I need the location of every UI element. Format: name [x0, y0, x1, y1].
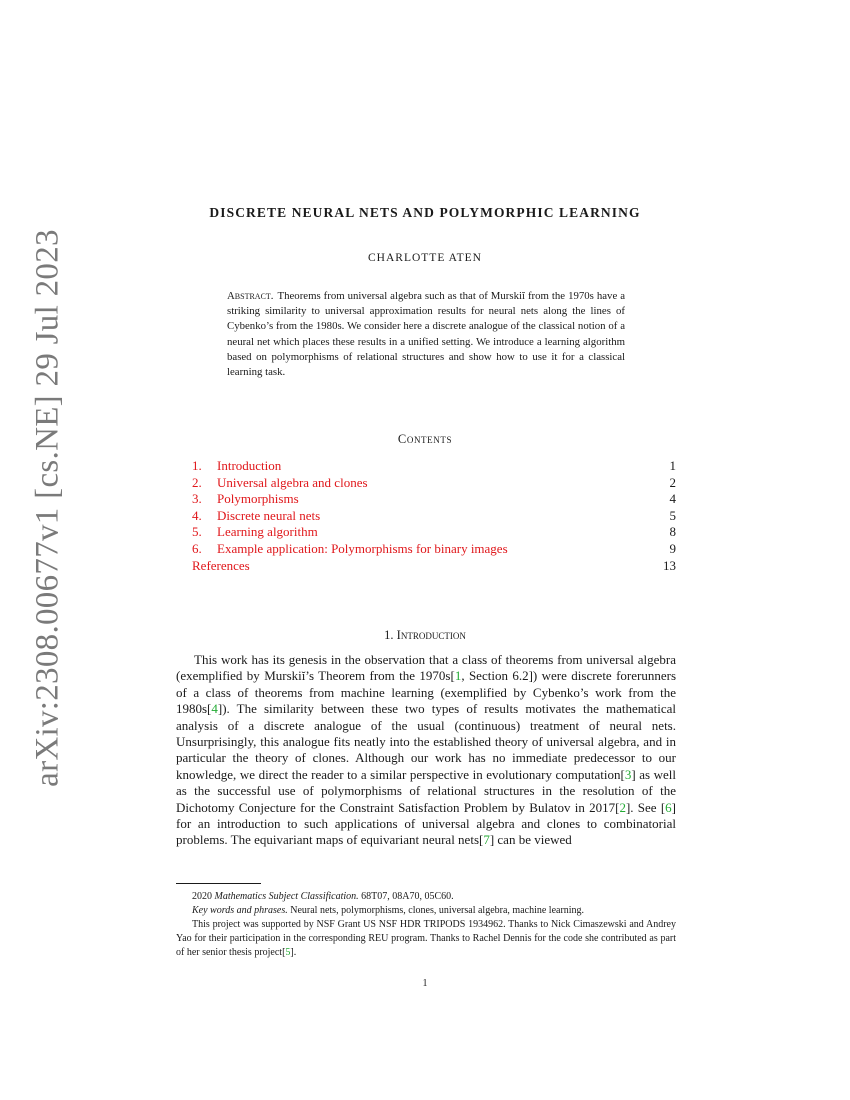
toc-entry-introduction[interactable]: [192, 458, 676, 475]
toc-entry-references[interactable]: [192, 558, 676, 575]
section-title: Introduction: [396, 628, 466, 642]
toc-entry-number[interactable]: 3.: [192, 491, 202, 507]
citation-link[interactable]: 2: [619, 799, 626, 815]
table-of-contents: [192, 458, 676, 574]
abstract: [227, 289, 625, 380]
toc-entry-universal-algebra[interactable]: [192, 475, 676, 492]
section-heading-introduction: [0, 628, 850, 643]
toc-entry-page: 5: [669, 507, 676, 523]
body-text-segment: This work has its genesis in the observation that a class of theorems from universal algebra (exemplified by Murskiĭ’s Theorem from the 1970s[: [176, 652, 676, 684]
footnote-text: 68T07, 08A70, 05C60.: [358, 891, 454, 902]
contents-heading: Contents: [397, 432, 453, 446]
toc-entry-link[interactable]: Discrete neural nets: [217, 507, 321, 523]
footnote-text: Neural nets, polymorphisms, clones, universal algebra, machine learning.: [287, 905, 585, 916]
toc-entry-polymorphisms[interactable]: [192, 491, 676, 508]
citation-link[interactable]: 7: [483, 832, 490, 848]
toc-entry-page: 4: [669, 491, 676, 507]
toc-entry-page: 2: [669, 474, 676, 490]
citation-link[interactable]: 3: [624, 766, 632, 782]
footnote-text: 2020: [192, 891, 215, 902]
citation-link[interactable]: 5: [285, 947, 291, 958]
body-text-segment: ]. See [: [625, 799, 666, 815]
body-text-segment: ] can be viewed: [489, 832, 572, 848]
arxiv-identifier-text: arXiv:2308.00677v1 [cs.NE] 29 Jul 2023: [29, 229, 66, 787]
toc-entry-number[interactable]: 6.: [192, 540, 202, 556]
paper-title: DISCRETE NEURAL NETS AND POLYMORPHIC LEARNING: [209, 205, 641, 220]
toc-entry-page: 13: [663, 557, 676, 573]
introduction-paragraph: [176, 652, 676, 849]
body-text-segment: ]). The similarity between these two types of results motivates the mathematical analysis of a discrete analogue of the usual (continuous) treatment of neural nets. Unsurprisingly, this analogue fits neatly into the established theory of universal algebra, and in particular the theory of clones. Although our work has no immediate predecessor to our knowledge, we direct the reader to a similar perspective in evolutionary computation[: [176, 701, 676, 782]
toc-entry-link[interactable]: Polymorphisms: [217, 491, 299, 507]
toc-entry-page: 9: [669, 540, 676, 556]
footnote-label: Mathematics Subject Classification.: [214, 891, 359, 902]
footnote-divider: [176, 883, 261, 884]
toc-entry-link[interactable]: Universal algebra and clones: [217, 474, 368, 490]
toc-entry-link[interactable]: Introduction: [217, 458, 282, 473]
footnote-funding: [176, 918, 676, 960]
toc-entry-link[interactable]: References: [192, 557, 250, 573]
toc-entry-page: 1: [669, 458, 676, 473]
footnote-text: ].: [290, 947, 297, 958]
paper-author: CHARLOTTE ATEN: [368, 252, 482, 264]
abstract-text: Theorems from universal algebra such as that of Murskiĭ from the 1970s have a striking similarity to universal approximation results for neural nets along the lines of Cybenko’s from the 1980s. We consider here a discrete analogue of the classical notion of a neural net which places these results in a unified setting. We introduce a learning algorithm based on polymorphisms of relational structures and show how to use it for a classical learning task.: [227, 290, 625, 379]
toc-entry-link[interactable]: Example application: Polymorphisms for binary images: [217, 540, 508, 556]
body-text-segment: ] for an introduction to such applications of universal algebra and clones to combinatorial problems. The equivariant maps of equivariant neural nets[: [176, 799, 676, 848]
footnote-text: This project was supported by NSF Grant US NSF HDR TRIPODS 1934962. Thanks to Nick Cimaszewski and Andrey Yao for their participation in the corresponding REU program. Thanks to Rachel Dennis for the code she contributed as part of her senior thesis project[: [176, 919, 676, 958]
page-number: 1: [422, 978, 428, 989]
toc-entry-number[interactable]: 1.: [192, 458, 202, 473]
citation-link[interactable]: 1: [454, 668, 462, 684]
toc-entry-number[interactable]: 5.: [192, 524, 202, 540]
toc-entry-example-application[interactable]: [192, 541, 676, 558]
body-text-segment: , Section 6.2]) were discrete forerunners of a class of theorems from machine learning (exemplified by Cybenko’s work from the 1980s[: [176, 668, 676, 717]
citation-link[interactable]: 4: [211, 701, 218, 717]
toc-entry-learning-algorithm[interactable]: [192, 524, 676, 541]
footnote-keywords: [176, 904, 676, 918]
toc-entry-page: 8: [669, 524, 676, 540]
citation-link[interactable]: 6: [665, 799, 672, 815]
abstract-label: Abstract.: [227, 290, 274, 302]
body-text-segment: ] as well as the successful use of polymorphisms of relational structures in the resolution of the Dichotomy Conjecture for the Constraint Satisfaction Problem by Bulatov in 2017[: [176, 766, 676, 815]
toc-entry-number[interactable]: 2.: [192, 474, 202, 490]
toc-entry-discrete-neural-nets[interactable]: [192, 508, 676, 525]
footnotes: [176, 890, 676, 960]
toc-entry-link[interactable]: Learning algorithm: [217, 524, 318, 540]
section-number: 1.: [384, 628, 394, 642]
toc-entry-number[interactable]: 4.: [192, 507, 202, 523]
footnote-msc: [176, 890, 676, 904]
footnote-label: Key words and phrases.: [192, 905, 288, 916]
